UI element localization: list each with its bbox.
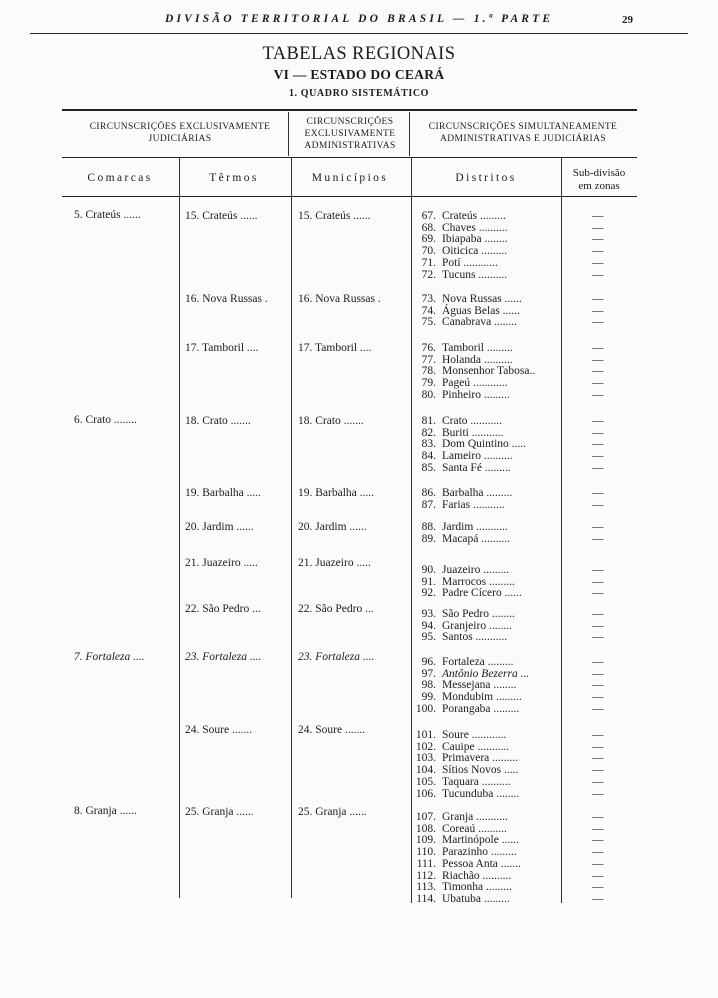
district-row bbox=[412, 834, 519, 846]
zone-dash: — bbox=[592, 893, 604, 905]
zone-dash: — bbox=[592, 587, 604, 599]
district-name: Lameiro .......... bbox=[442, 450, 513, 462]
district-name: Sítios Novos ..... bbox=[442, 764, 519, 776]
district-row bbox=[412, 846, 517, 858]
municipio-cell: 20. Jardim ...... bbox=[298, 521, 367, 533]
column-divider-2 bbox=[291, 158, 292, 898]
group-header-judicial: CIRCUNSCRIÇÕES EXCLUSIVAMENTE JUDICIÁRIAS bbox=[89, 122, 271, 144]
district-row bbox=[412, 293, 522, 305]
district-name: Mondubim ......... bbox=[442, 691, 522, 703]
zone-dash: — bbox=[592, 741, 604, 753]
district-name: Canabrava ........ bbox=[442, 316, 518, 328]
district-name: Martinópole ...... bbox=[442, 834, 519, 846]
zone-dash: — bbox=[592, 269, 604, 281]
zone-dash: — bbox=[592, 656, 604, 668]
termo-cell: 21. Juazeiro ..... bbox=[185, 557, 258, 569]
district-name: Jardim ........... bbox=[442, 521, 508, 533]
termo-cell: 16. Nova Russas . bbox=[185, 293, 268, 305]
district-number: 76. bbox=[421, 342, 436, 354]
district-number: 105. bbox=[415, 776, 436, 788]
zone-dash: — bbox=[592, 462, 604, 474]
district-name: Santa Fé ......... bbox=[442, 462, 511, 474]
district-row bbox=[412, 893, 510, 905]
municipio-cell: 25. Granja ...... bbox=[298, 806, 367, 818]
zone-dash: — bbox=[592, 668, 604, 680]
district-name: Parazinho ......... bbox=[442, 846, 517, 858]
district-name: Marrocos ......... bbox=[442, 576, 515, 588]
zone-dash: — bbox=[592, 608, 604, 620]
district-number: 91. bbox=[421, 576, 436, 588]
district-number: 69. bbox=[421, 233, 436, 245]
municipio-cell: 23. Fortaleza .... bbox=[298, 651, 375, 663]
municipio-cell: 16. Nova Russas . bbox=[298, 293, 381, 305]
district-name: Crato ........... bbox=[442, 415, 503, 427]
district-row bbox=[412, 729, 506, 741]
district-row bbox=[412, 462, 511, 474]
district-number: 94. bbox=[421, 620, 436, 632]
district-number: 71. bbox=[421, 257, 436, 269]
municipio-cell: 19. Barbalha ..... bbox=[298, 487, 375, 499]
district-number: 74. bbox=[421, 305, 436, 317]
comarca-cell: 7. Fortaleza .... bbox=[74, 651, 145, 663]
zone-dash: — bbox=[592, 881, 604, 893]
district-number: 88. bbox=[421, 521, 436, 533]
district-name: Timonha ......... bbox=[442, 881, 512, 893]
district-number: 85. bbox=[421, 462, 436, 474]
district-row bbox=[412, 487, 512, 499]
district-number: 90. bbox=[421, 564, 436, 576]
municipio-cell: 15. Crateús ...... bbox=[298, 210, 371, 222]
district-number: 109. bbox=[415, 834, 436, 846]
district-row bbox=[412, 703, 519, 715]
district-number: 111. bbox=[416, 858, 436, 870]
section-title: 1. QUADRO SISTEMÁTICO bbox=[288, 88, 430, 99]
district-number: 75. bbox=[421, 316, 436, 328]
termo-cell: 22. São Pedro ... bbox=[185, 603, 261, 615]
district-name: Pessoa Anta ....... bbox=[442, 858, 521, 870]
district-name: Monsenhor Tabosa.. bbox=[442, 365, 536, 377]
district-row bbox=[412, 342, 513, 354]
zone-dash: — bbox=[592, 257, 604, 269]
termo-cell: 25. Granja ...... bbox=[185, 806, 254, 818]
district-number: 72. bbox=[421, 269, 436, 281]
district-row bbox=[412, 450, 513, 462]
zone-dash: — bbox=[592, 305, 604, 317]
header-rule bbox=[30, 33, 688, 34]
district-number: 79. bbox=[421, 377, 436, 389]
district-name: Fortaleza ......... bbox=[442, 656, 514, 668]
zone-dash: — bbox=[592, 438, 604, 450]
district-number: 110. bbox=[416, 846, 436, 858]
district-row bbox=[412, 587, 522, 599]
district-number: 92. bbox=[421, 587, 436, 599]
district-row bbox=[412, 564, 509, 576]
district-number: 83. bbox=[421, 438, 436, 450]
district-name: Ubatuba ......... bbox=[442, 893, 510, 905]
comarca-cell: 8. Granja ...... bbox=[74, 805, 137, 817]
district-name: Dom Quintino ..... bbox=[442, 438, 527, 450]
zone-dash: — bbox=[592, 703, 604, 715]
zone-dash: — bbox=[592, 415, 604, 427]
zone-dash: — bbox=[592, 691, 604, 703]
district-row bbox=[412, 499, 505, 511]
district-number: 114. bbox=[416, 893, 436, 905]
zone-dash: — bbox=[592, 377, 604, 389]
column-divider-4 bbox=[561, 158, 562, 903]
column-header-distritos: Distritos bbox=[455, 172, 517, 184]
district-number: 103. bbox=[415, 752, 436, 764]
termo-cell: 20. Jardim ...... bbox=[185, 521, 254, 533]
district-row bbox=[412, 521, 508, 533]
column-header-subdivisao bbox=[562, 167, 636, 193]
zone-dash: — bbox=[592, 210, 604, 222]
district-row bbox=[412, 764, 518, 776]
zone-dash: — bbox=[592, 521, 604, 533]
district-name: Potí ............ bbox=[442, 257, 498, 269]
district-number: 68. bbox=[421, 222, 436, 234]
district-row bbox=[412, 233, 507, 245]
zone-dash: — bbox=[592, 533, 604, 545]
column-header-comarcas: Comarcas bbox=[87, 172, 153, 184]
district-name: Macapá .......... bbox=[442, 533, 511, 545]
district-number: 107. bbox=[415, 811, 436, 823]
district-name: Soure ............ bbox=[442, 729, 507, 741]
district-name: Farias ........... bbox=[442, 499, 505, 511]
column-header-subdivisao-line1: Sub-divisão bbox=[572, 167, 626, 179]
comarca-cell: 6. Crato ........ bbox=[74, 414, 137, 426]
group-divider-1 bbox=[288, 112, 289, 156]
zone-dash: — bbox=[592, 631, 604, 643]
zone-dash: — bbox=[592, 620, 604, 632]
zone-dash: — bbox=[592, 389, 604, 401]
zone-dash: — bbox=[592, 788, 604, 800]
zone-dash: — bbox=[592, 576, 604, 588]
district-name: Tamboril ......... bbox=[442, 342, 513, 354]
district-name: Tucuns .......... bbox=[442, 269, 508, 281]
district-number: 100. bbox=[415, 703, 436, 715]
district-number: 70. bbox=[421, 245, 436, 257]
group-header-mixed: CIRCUNSCRIÇÕES SIMULTANEAMENTE ADMINISTRATIVAS E JUDICIÁRIAS bbox=[428, 122, 618, 144]
district-number: 108. bbox=[415, 823, 436, 835]
zone-dash: — bbox=[592, 245, 604, 257]
running-title: DIVISÃO TERRITORIAL DO BRASIL — 1.ª PARTE bbox=[165, 13, 554, 25]
group-header-administrative: CIRCUNSCRIÇÕES EXCLUSIVAMENTE ADMINISTRATIVAS bbox=[304, 117, 396, 151]
comarca-cell: 5. Crateús ...... bbox=[74, 209, 141, 221]
termo-cell: 23. Fortaleza .... bbox=[185, 651, 262, 663]
zone-dash: — bbox=[592, 729, 604, 741]
district-row bbox=[412, 210, 506, 222]
zone-dash: — bbox=[592, 427, 604, 439]
termo-cell: 24. Soure ....... bbox=[185, 724, 253, 736]
district-name: Padre Cícero ...... bbox=[442, 587, 522, 599]
district-row bbox=[412, 257, 498, 269]
column-divider-1 bbox=[179, 158, 180, 898]
district-number: 102. bbox=[415, 741, 436, 753]
district-row bbox=[412, 438, 526, 450]
column-header-municipios: Municípios bbox=[311, 172, 389, 184]
district-number: 99. bbox=[421, 691, 436, 703]
district-number: 84. bbox=[421, 450, 436, 462]
district-name: Riachão .......... bbox=[442, 870, 512, 882]
municipio-cell: 17. Tamboril .... bbox=[298, 342, 372, 354]
termo-cell: 15. Crateús ...... bbox=[185, 210, 258, 222]
municipio-cell: 22. São Pedro ... bbox=[298, 603, 374, 615]
district-name: Oiticica ......... bbox=[442, 245, 508, 257]
district-number: 89. bbox=[421, 533, 436, 545]
page-number: 29 bbox=[622, 14, 633, 26]
district-number: 86. bbox=[421, 487, 436, 499]
district-name: Pageú ............ bbox=[442, 377, 508, 389]
district-row bbox=[412, 415, 502, 427]
district-number: 113. bbox=[416, 881, 436, 893]
district-number: 106. bbox=[415, 788, 436, 800]
zone-dash: — bbox=[592, 679, 604, 691]
district-name: Pinheiro ......... bbox=[442, 389, 510, 401]
district-number: 77. bbox=[421, 354, 436, 366]
district-row bbox=[412, 881, 512, 893]
termo-cell: 19. Barbalha ..... bbox=[185, 487, 262, 499]
state-title: VI — ESTADO DO CEARÁ bbox=[273, 67, 445, 82]
zone-dash: — bbox=[592, 776, 604, 788]
district-name: Messejana ........ bbox=[442, 679, 517, 691]
district-row bbox=[412, 269, 507, 281]
district-name: Santos ........... bbox=[442, 631, 508, 643]
district-number: 98. bbox=[421, 679, 436, 691]
district-name: Antônio Bezerra ... bbox=[442, 668, 530, 680]
zone-dash: — bbox=[592, 354, 604, 366]
table-top-rule bbox=[62, 109, 637, 111]
district-name: Nova Russas ...... bbox=[442, 293, 522, 305]
municipio-cell: 24. Soure ....... bbox=[298, 724, 366, 736]
district-number: 73. bbox=[421, 293, 436, 305]
district-number: 82. bbox=[421, 427, 436, 439]
zone-dash: — bbox=[592, 342, 604, 354]
column-header-rule bbox=[62, 196, 637, 197]
district-name: Ibiapaba ........ bbox=[442, 233, 508, 245]
district-number: 101. bbox=[415, 729, 436, 741]
district-row bbox=[412, 656, 514, 668]
district-row bbox=[412, 533, 510, 545]
district-name: Juazeiro ......... bbox=[442, 564, 510, 576]
group-header-rule bbox=[62, 157, 637, 158]
district-number: 112. bbox=[416, 870, 436, 882]
zone-dash: — bbox=[592, 764, 604, 776]
zone-dash: — bbox=[592, 222, 604, 234]
district-name: Primavera ......... bbox=[442, 752, 519, 764]
district-name: Barbalha ......... bbox=[442, 487, 513, 499]
district-name: Granja ........... bbox=[442, 811, 508, 823]
district-row bbox=[412, 316, 517, 328]
zone-dash: — bbox=[592, 834, 604, 846]
district-row bbox=[412, 691, 522, 703]
district-row bbox=[412, 811, 508, 823]
district-name: Cauipe ........... bbox=[442, 741, 510, 753]
district-name: Crateús ......... bbox=[442, 210, 506, 222]
termo-cell: 17. Tamboril .... bbox=[185, 342, 259, 354]
district-number: 95. bbox=[421, 631, 436, 643]
zone-dash: — bbox=[592, 858, 604, 870]
district-row bbox=[412, 776, 511, 788]
district-name: Granjeiro ........ bbox=[442, 620, 512, 632]
termo-cell: 18. Crato ....... bbox=[185, 415, 251, 427]
zone-dash: — bbox=[592, 811, 604, 823]
district-row bbox=[412, 788, 519, 800]
page-title: TABELAS REGIONAIS bbox=[262, 44, 456, 64]
district-row bbox=[412, 679, 516, 691]
district-row bbox=[412, 631, 507, 643]
district-number: 80. bbox=[421, 389, 436, 401]
zone-dash: — bbox=[592, 293, 604, 305]
district-row bbox=[412, 245, 507, 257]
municipio-cell: 21. Juazeiro ..... bbox=[298, 557, 371, 569]
district-name: Porangaba ......... bbox=[442, 703, 520, 715]
zone-dash: — bbox=[592, 450, 604, 462]
district-row bbox=[412, 858, 521, 870]
zone-dash: — bbox=[592, 499, 604, 511]
district-name: Tucunduba ........ bbox=[442, 788, 520, 800]
district-number: 104. bbox=[415, 764, 436, 776]
column-header-termos: Têrmos bbox=[209, 172, 259, 184]
district-row bbox=[412, 608, 515, 620]
district-name: Buriti ........... bbox=[442, 427, 504, 439]
zone-dash: — bbox=[592, 846, 604, 858]
district-name: Coreaú .......... bbox=[442, 823, 507, 835]
zone-dash: — bbox=[592, 316, 604, 328]
district-row bbox=[412, 365, 535, 377]
zone-dash: — bbox=[592, 823, 604, 835]
district-row bbox=[412, 389, 510, 401]
district-name: Águas Belas ...... bbox=[442, 305, 520, 317]
column-header-subdivisao-line2: em zonas bbox=[578, 180, 620, 192]
district-name: Taquara .......... bbox=[442, 776, 511, 788]
district-name: Chaves .......... bbox=[442, 222, 508, 234]
district-number: 78. bbox=[421, 365, 436, 377]
district-row bbox=[412, 377, 507, 389]
district-number: 93. bbox=[421, 608, 436, 620]
zone-dash: — bbox=[592, 487, 604, 499]
district-number: 96. bbox=[421, 656, 436, 668]
zone-dash: — bbox=[592, 752, 604, 764]
district-number: 97. bbox=[421, 668, 436, 680]
zone-dash: — bbox=[592, 365, 604, 377]
district-number: 87. bbox=[421, 499, 436, 511]
zone-dash: — bbox=[592, 870, 604, 882]
zone-dash: — bbox=[592, 564, 604, 576]
municipio-cell: 18. Crato ....... bbox=[298, 415, 364, 427]
zone-dash: — bbox=[592, 233, 604, 245]
district-number: 81. bbox=[421, 415, 436, 427]
district-row bbox=[412, 752, 518, 764]
group-divider-2 bbox=[409, 112, 410, 156]
district-name: Holanda .......... bbox=[442, 354, 513, 366]
district-name: São Pedro ........ bbox=[442, 608, 515, 620]
district-number: 67. bbox=[421, 210, 436, 222]
